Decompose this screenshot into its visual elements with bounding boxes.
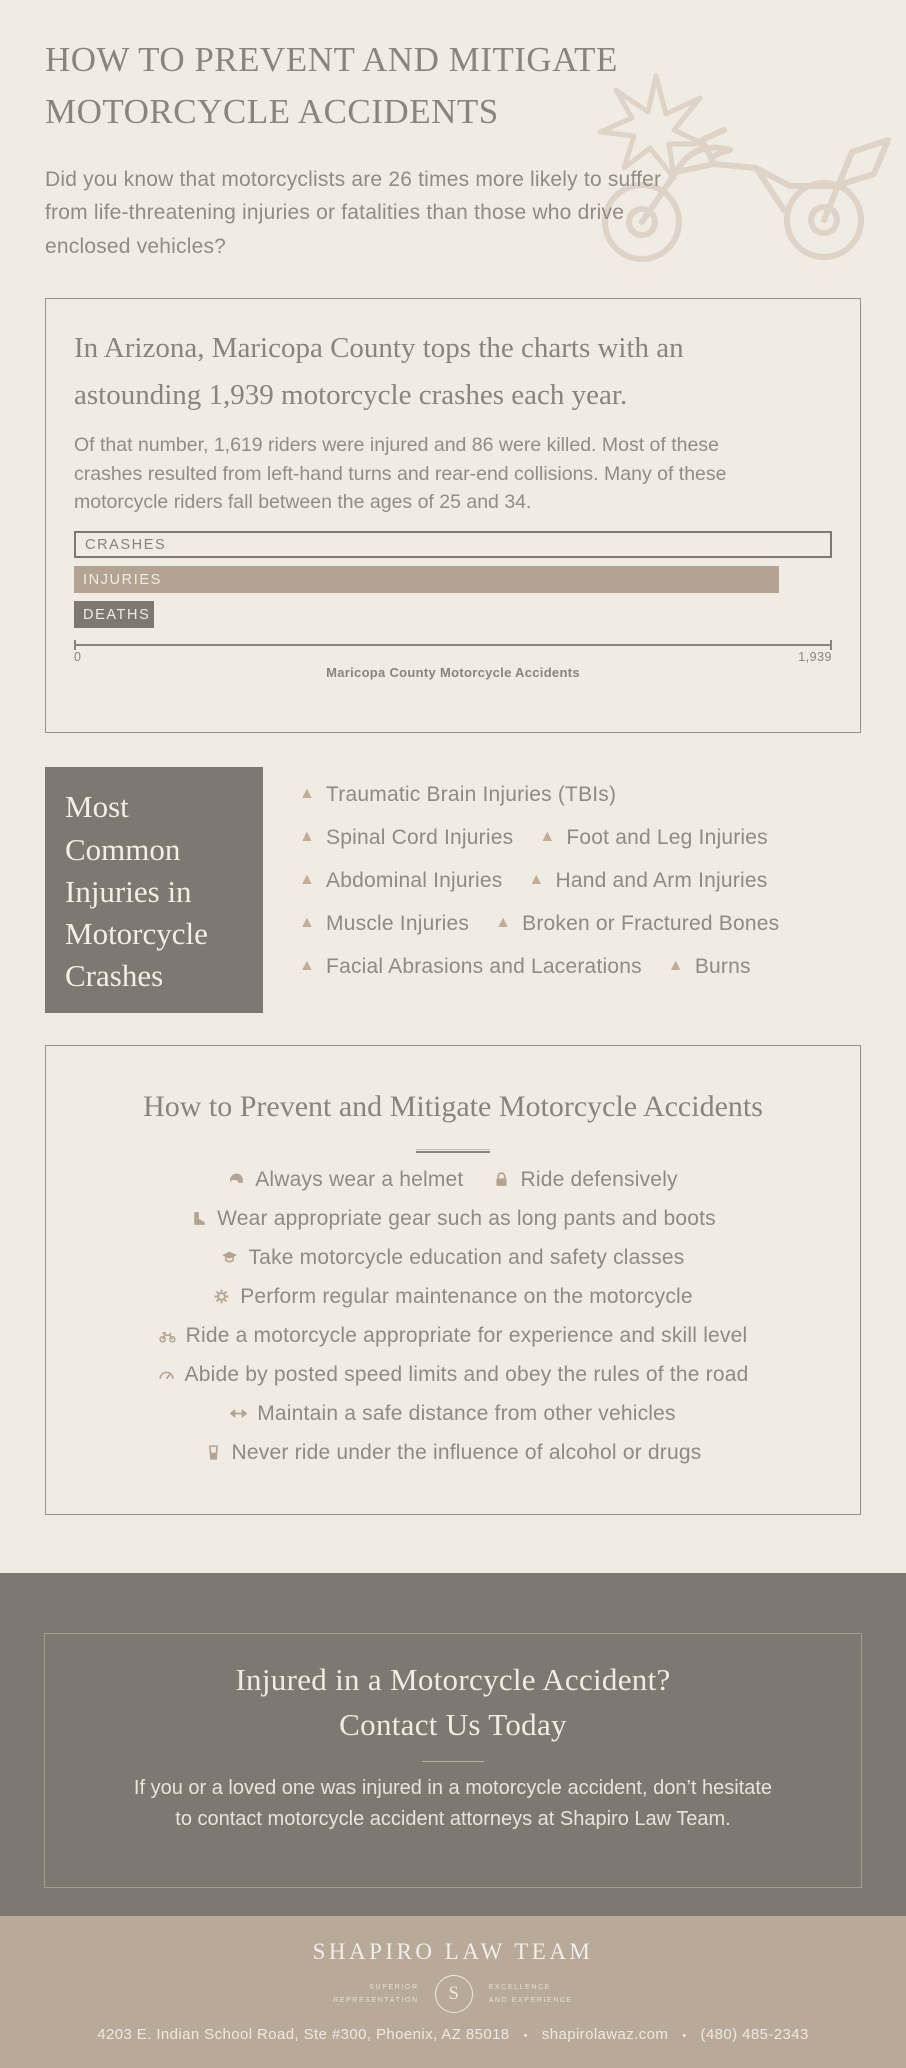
triangle-bullet-icon: ▲ bbox=[299, 957, 316, 975]
title-divider bbox=[416, 1149, 490, 1153]
tip-label: Take motorcycle education and safety classes bbox=[248, 1245, 685, 1269]
tip-label: Maintain a safe distance from other vehicles bbox=[257, 1401, 676, 1425]
tip-row bbox=[66, 1324, 840, 1348]
injury-label: Foot and Leg Injuries bbox=[566, 826, 768, 850]
triangle-bullet-icon: ▲ bbox=[299, 914, 316, 932]
contact-box bbox=[44, 1633, 862, 1888]
contact-body: If you or a loved one was injured in a motorcycle accident, don’t hesitate to contact motorcycle accident attorneys at Shapiro Law Team. bbox=[133, 1777, 773, 1831]
triangle-bullet-icon: ▲ bbox=[299, 828, 316, 846]
tip-label: Perform regular maintenance on the motorcycle bbox=[240, 1284, 693, 1308]
axis-tick-max: 1,939 bbox=[798, 650, 832, 665]
tip-item bbox=[205, 1441, 702, 1465]
injury-item bbox=[299, 955, 642, 979]
chart-bar-crashes: CRASHES bbox=[74, 531, 832, 558]
tip-item bbox=[221, 1246, 684, 1270]
injury-row bbox=[299, 826, 861, 850]
firm-name: SHAPIRO LAW TEAM bbox=[312, 1939, 594, 1965]
tip-row bbox=[66, 1441, 840, 1465]
boot-icon bbox=[190, 1210, 207, 1227]
emblem-right-line1: EXCELLENCE bbox=[488, 1984, 551, 1992]
chart-axis bbox=[74, 644, 832, 646]
gear-icon bbox=[213, 1288, 230, 1305]
tip-label: Ride a motorcycle appropriate for experience and skill level bbox=[185, 1323, 748, 1347]
injury-item bbox=[299, 869, 502, 893]
tip-label: Ride defensively bbox=[520, 1167, 678, 1191]
triangle-bullet-icon: ▲ bbox=[539, 828, 556, 846]
emblem-right-text bbox=[489, 1981, 573, 2008]
injury-label: Hand and Arm Injuries bbox=[555, 869, 768, 893]
triangle-bullet-icon: ▲ bbox=[495, 914, 512, 932]
contact-band bbox=[0, 1573, 906, 1916]
injury-label: Facial Abrasions and Lacerations bbox=[326, 955, 642, 979]
tip-label: Abide by posted speed limits and obey the rules of the road bbox=[184, 1362, 749, 1386]
injury-row bbox=[299, 783, 861, 807]
axis-tick-min: 0 bbox=[74, 650, 82, 665]
injury-item bbox=[528, 869, 767, 893]
prevention-card bbox=[45, 1045, 861, 1515]
separator-dot: • bbox=[523, 2030, 528, 2043]
tip-row bbox=[66, 1363, 840, 1387]
motorcycle-icon bbox=[159, 1327, 176, 1344]
page-title: HOW TO PREVENT AND MITIGATE MOTORCYCLE ACCIDENTS bbox=[45, 40, 618, 131]
emblem-right-line2: AND EXPERIENCE bbox=[488, 1997, 573, 2005]
tip-label: Never ride under the influence of alcohol or drugs bbox=[231, 1440, 702, 1464]
triangle-bullet-icon: ▲ bbox=[299, 871, 316, 889]
tip-item bbox=[190, 1207, 716, 1231]
injury-item bbox=[299, 783, 616, 807]
graduation-cap-icon bbox=[221, 1249, 238, 1266]
triangle-bullet-icon: ▲ bbox=[299, 785, 316, 803]
contact-title bbox=[65, 1658, 841, 1748]
tip-item bbox=[493, 1168, 677, 1192]
prevention-title: How to Prevent and Mitigate Motorcycle Accidents bbox=[143, 1090, 763, 1124]
emblem-left-line1: SUPERIOR bbox=[369, 1984, 419, 1992]
tip-item bbox=[230, 1402, 676, 1426]
injury-label: Burns bbox=[694, 955, 751, 979]
injury-item bbox=[495, 912, 779, 936]
emblem-left-line2: REPRESENTATION bbox=[333, 1997, 419, 2005]
tip-label: Always wear a helmet bbox=[255, 1167, 464, 1191]
accidents-bar-chart bbox=[74, 531, 832, 680]
chart-caption: Maricopa County Motorcycle Accidents bbox=[326, 665, 580, 681]
speedometer-icon bbox=[158, 1366, 175, 1383]
chart-bar-deaths: DEATHS bbox=[74, 601, 154, 628]
footer-website: shapirolawaz.com bbox=[541, 2026, 669, 2044]
tips-list bbox=[66, 1168, 840, 1465]
chart-bars bbox=[74, 531, 832, 628]
injury-label: Traumatic Brain Injuries (TBIs) bbox=[326, 783, 617, 807]
contact-title-line1: Injured in a Motorcycle Accident? bbox=[235, 1662, 671, 1698]
lock-icon bbox=[493, 1171, 510, 1188]
distance-arrows-icon bbox=[230, 1405, 247, 1422]
stats-body: Of that number, 1,619 riders were injured and 86 were killed. Most of these crashes resulted from left-hand turns and rear-end collisions. Many of these motorcycle riders fall between the ages of 25 and 34. bbox=[74, 434, 727, 514]
injuries-title-box: Most Common Injuries in Motorcycle Crashes bbox=[45, 767, 263, 1013]
injury-item bbox=[299, 912, 469, 936]
injuries-list bbox=[263, 767, 861, 1013]
footer-contact-line bbox=[0, 2026, 906, 2043]
firm-emblem bbox=[0, 1975, 906, 2013]
injury-label: Muscle Injuries bbox=[326, 912, 470, 936]
tip-row bbox=[66, 1285, 840, 1309]
tip-row bbox=[66, 1168, 840, 1192]
glass-icon bbox=[205, 1444, 222, 1461]
separator-dot: • bbox=[682, 2030, 687, 2043]
injury-row bbox=[299, 955, 861, 979]
tip-row bbox=[66, 1402, 840, 1426]
injury-item bbox=[668, 955, 751, 979]
tip-item bbox=[159, 1324, 748, 1348]
stats-card bbox=[45, 298, 861, 733]
injury-item bbox=[539, 826, 768, 850]
monogram-seal-icon: S bbox=[435, 1975, 473, 2013]
intro-text: Did you know that motorcyclists are 26 times more likely to suffer from life-threatening injuries or fatalities than those who drive enclosed vehicles? bbox=[45, 167, 662, 258]
tip-item bbox=[158, 1363, 749, 1387]
chart-bar-injuries: INJURIES bbox=[74, 566, 779, 593]
stats-heading: In Arizona, Maricopa County tops the charts with an astounding 1,939 motorcycle crashes each year. bbox=[74, 332, 684, 411]
injuries-section bbox=[45, 767, 861, 1013]
tip-item bbox=[213, 1285, 693, 1309]
footer-address: 4203 E. Indian School Road, Ste #300, Phoenix, AZ 85018 bbox=[97, 2026, 510, 2044]
chart-axis-labels bbox=[74, 650, 832, 664]
emblem-left-text bbox=[333, 1981, 419, 2008]
contact-divider bbox=[422, 1761, 484, 1762]
footer-phone: (480) 485-2343 bbox=[700, 2026, 809, 2044]
injury-row bbox=[299, 912, 861, 936]
injury-label: Broken or Fractured Bones bbox=[522, 912, 780, 936]
footer bbox=[0, 1916, 906, 2068]
contact-title-line2: Contact Us Today bbox=[339, 1707, 567, 1743]
injury-label: Abdominal Injuries bbox=[326, 869, 503, 893]
injury-label: Spinal Cord Injuries bbox=[326, 826, 514, 850]
helmet-icon bbox=[228, 1171, 245, 1188]
header bbox=[0, 0, 906, 263]
triangle-bullet-icon: ▲ bbox=[667, 957, 684, 975]
injury-row bbox=[299, 869, 861, 893]
tip-item bbox=[228, 1168, 463, 1192]
tip-row bbox=[66, 1246, 840, 1270]
tip-label: Wear appropriate gear such as long pants and boots bbox=[217, 1206, 716, 1230]
tip-row bbox=[66, 1207, 840, 1231]
triangle-bullet-icon: ▲ bbox=[528, 871, 545, 889]
injury-item bbox=[299, 826, 513, 850]
